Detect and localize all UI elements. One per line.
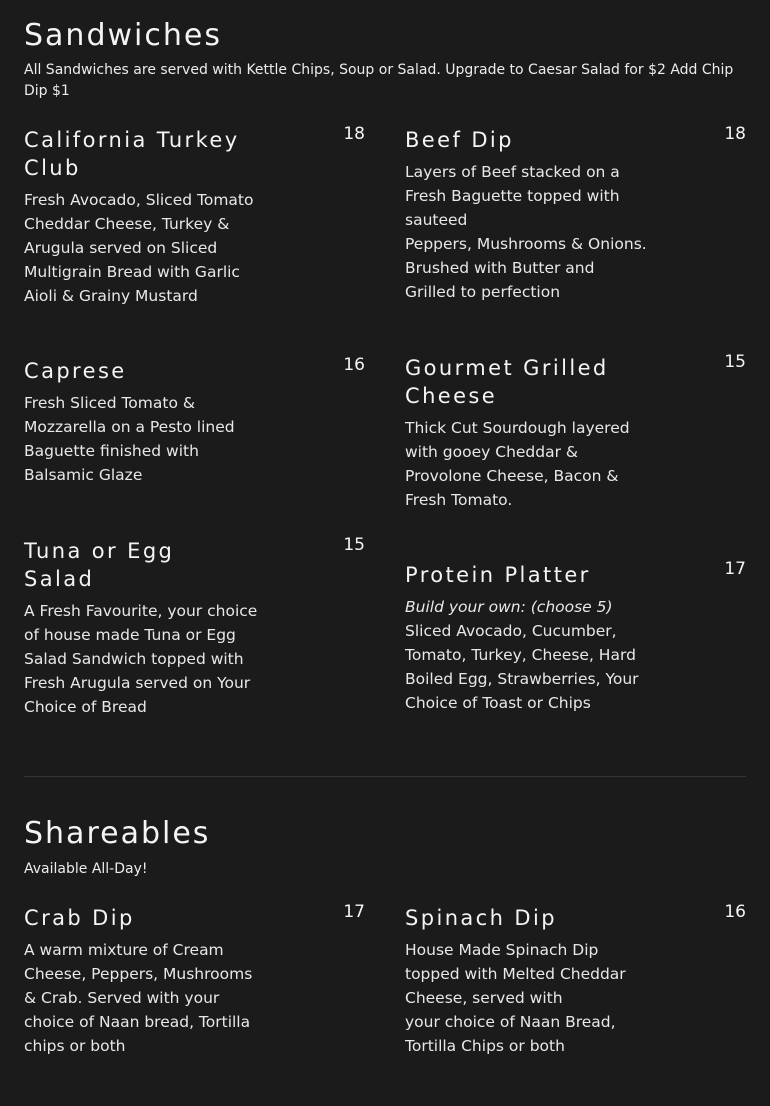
item-price: 15 (343, 535, 365, 555)
item-description-line: Layers of Beef stacked on a Fresh Baguette topped with sauteed (405, 163, 620, 229)
item-description (405, 595, 650, 715)
menu-item-gourmet-grilled-cheese (405, 354, 746, 512)
item-description-line: Peppers, Mushrooms & Onions. Brushed with Butter and Grilled to perfection (405, 235, 647, 301)
item-description-line: House Made Spinach Dip topped with Melted Cheddar Cheese, served with (405, 941, 626, 1007)
item-price: 18 (343, 124, 365, 144)
item-description (405, 160, 650, 304)
item-description: A Fresh Favourite, your choice of house made Tuna or Egg Salad Sandwich topped with Fresh Arugula served on Your Choice of Bread (24, 602, 258, 716)
menu-item-crab-dip (24, 904, 365, 1058)
item-name: Spinach Dip (405, 906, 557, 930)
item-description: Fresh Avocado, Sliced Tomato Cheddar Cheese, Turkey & Arugula served on Sliced Multigrain Bread with Garlic Aioli & Grainy Mustard (24, 191, 254, 305)
section-title-shareables: Shareables (24, 816, 211, 851)
item-description: A warm mixture of Cream Cheese, Peppers, Mushrooms & Crab. Served with your choice of Naan bread, Tortilla chips or both (24, 941, 253, 1055)
item-price: 16 (724, 902, 746, 922)
item-name: Crab Dip (24, 906, 135, 930)
item-price: 16 (343, 355, 365, 375)
item-description-italic: Build your own: (choose 5) (405, 598, 613, 616)
section-divider (24, 776, 746, 777)
menu-item-tuna-or-egg-salad (24, 537, 365, 719)
item-description: Fresh Sliced Tomato & Mozzarella on a Pesto lined Baguette finished with Balsamic Glaze (24, 394, 235, 484)
item-price: 15 (724, 352, 746, 372)
section-note-sandwiches: All Sandwiches are served with Kettle Chips, Soup or Salad. Upgrade to Caesar Salad for $2 Add Chip Dip $1 (24, 62, 734, 99)
item-name: Tuna or Egg Salad (24, 539, 175, 591)
item-price: 18 (724, 124, 746, 144)
item-description (405, 938, 650, 1058)
menu-item-spinach-dip (405, 904, 746, 1058)
menu-item-protein-platter (405, 561, 746, 715)
item-name: California Turkey Club (24, 128, 240, 180)
item-name: Gourmet Grilled Cheese (405, 356, 609, 408)
menu-item-caprese (24, 357, 365, 487)
section-note-shareables: Available All-Day! (24, 861, 148, 877)
item-name: Beef Dip (405, 128, 514, 152)
item-description: Thick Cut Sourdough layered with gooey Cheddar & Provolone Cheese, Bacon & Fresh Tomato. (405, 419, 630, 509)
item-price: 17 (724, 559, 746, 579)
menu-item-beef-dip (405, 126, 746, 304)
item-name: Protein Platter (405, 563, 591, 587)
item-price: 17 (343, 902, 365, 922)
menu-item-california-turkey-club (24, 126, 365, 308)
item-description-line: your choice of Naan Bread, Tortilla Chips or both (405, 1013, 616, 1055)
item-name: Caprese (24, 359, 127, 383)
item-description-line: Sliced Avocado, Cucumber, Tomato, Turkey, Cheese, Hard Boiled Egg, Strawberries, Your Choice of Toast or Chips (405, 622, 639, 712)
section-title-sandwiches: Sandwiches (24, 18, 222, 53)
